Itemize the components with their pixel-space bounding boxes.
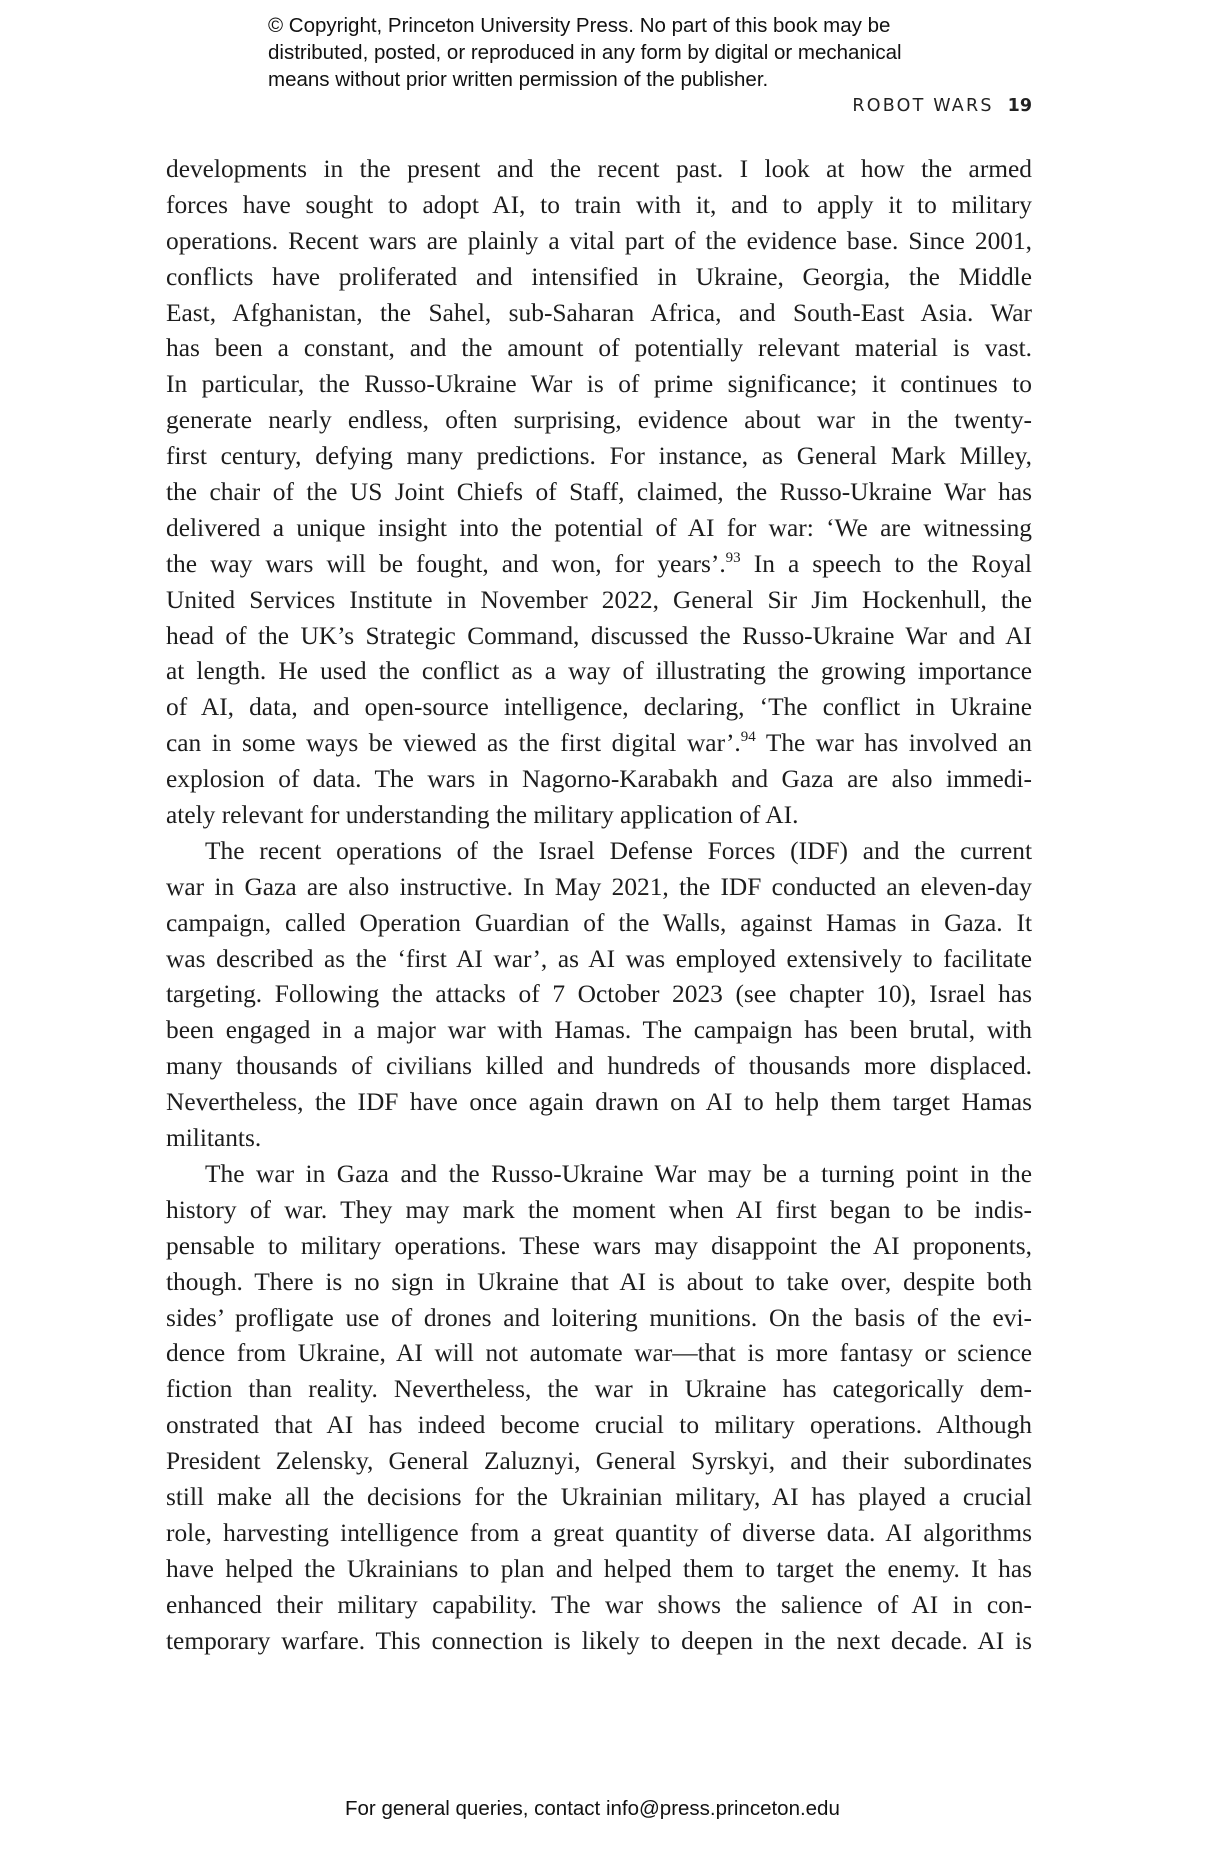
copyright-notice	[268, 12, 902, 93]
line-text: the chair of the US Joint Chiefs of Staff, claimed, the Russo-Ukraine War has	[166, 478, 1032, 507]
line-text: The recent operations of the Israel Defense Forces (IDF) and the current	[205, 836, 1032, 865]
line-text: role, harvesting intelligence from a great quantity of diverse data. AI algorithms	[166, 1518, 1032, 1547]
text-line	[166, 1193, 1032, 1229]
line-text: of AI, data, and open-source intelligence, declaring, ‘The conflict in Ukraine	[166, 693, 1032, 722]
text-line	[166, 1013, 1032, 1049]
line-text: first century, defying many predictions. For instance, as General Mark Milley,	[166, 442, 1032, 471]
line-text: targeting. Following the attacks of 7 October 2023 (see chapter 10), Israel has	[166, 980, 1032, 1009]
text-line	[166, 583, 1032, 619]
text-line	[166, 475, 1032, 511]
footnote-marker: 94	[740, 729, 756, 746]
line-text: generate nearly endless, often surprising, evidence about war in the twenty-	[166, 406, 1032, 435]
running-head	[852, 96, 1032, 116]
footer-contact: For general queries, contact info@press.princeton.edu	[345, 1797, 840, 1820]
copyright-line: © Copyright, Princeton University Press. No part of this book may be	[268, 14, 891, 37]
text-line	[166, 1157, 1032, 1193]
text-line	[166, 1265, 1032, 1301]
text-line	[166, 403, 1032, 439]
footnote-marker: 93	[725, 549, 741, 566]
text-line	[166, 367, 1032, 403]
line-text: at length. He used the conflict as a way of illustrating the growing importance	[166, 657, 1032, 686]
text-line	[166, 152, 1032, 188]
text-line	[166, 619, 1032, 655]
line-text: East, Afghanistan, the Sahel, sub-Saharan Africa, and South-East Asia. War	[166, 298, 1032, 327]
line-text: The war has involved an	[755, 729, 1033, 758]
text-line	[166, 224, 1032, 260]
line-text: temporary warfare. This connection is likely to deepen in the next decade. AI is	[166, 1626, 1032, 1655]
line-text: though. There is no sign in Ukraine that AI is about to take over, despite both	[166, 1267, 1032, 1296]
line-text: onstrated that AI has indeed become crucial to military operations. Although	[166, 1411, 1032, 1440]
line-text: have helped the Ukrainians to plan and helped them to target the enemy. It has	[166, 1554, 1032, 1583]
text-line	[166, 1588, 1032, 1624]
text-line	[166, 1516, 1032, 1552]
text-line	[166, 977, 1032, 1013]
line-text: can in some ways be viewed as the first digital war’.	[166, 729, 741, 758]
line-text: history of war. They may mark the moment when AI first began to be indis-	[166, 1195, 1032, 1224]
text-line	[166, 260, 1032, 296]
line-text: In a speech to the Royal	[740, 549, 1032, 578]
body-text	[166, 152, 1032, 1659]
text-line	[166, 870, 1032, 906]
line-text: dence from Ukraine, AI will not automate war—that is more fantasy or science	[166, 1339, 1032, 1368]
text-line	[166, 331, 1032, 367]
text-line	[166, 1552, 1032, 1588]
line-text: was described as the ‘first AI war’, as AI was employed extensively to facilitate	[166, 944, 1032, 973]
text-line	[166, 1049, 1032, 1085]
line-text: developments in the present and the recent past. I look at how the armed	[166, 155, 1032, 183]
line-text: sides’ profligate use of drones and loitering munitions. On the basis of the evi-	[166, 1303, 1032, 1332]
line-text: operations. Recent wars are plainly a vital part of the evidence base. Since 2001,	[166, 226, 1032, 255]
text-line	[166, 296, 1032, 332]
line-text: pensable to military operations. These wars may disappoint the AI proponents,	[166, 1231, 1032, 1260]
line-text: still make all the decisions for the Ukrainian military, AI has played a crucial	[166, 1482, 1032, 1511]
text-line	[166, 798, 1032, 834]
text-line	[166, 1121, 1032, 1157]
line-text: United Services Institute in November 2022, General Sir Jim Hockenhull, the	[166, 585, 1032, 614]
line-text: many thousands of civilians killed and hundreds of thousands more displaced.	[166, 1052, 1032, 1081]
text-line	[166, 1444, 1032, 1480]
line-text: delivered a unique insight into the potential of AI for war: ‘We are witnessing	[166, 513, 1032, 542]
text-line	[166, 188, 1032, 224]
copyright-line: distributed, posted, or reproduced in any form by digital or mechanical	[268, 41, 902, 64]
line-text: militants.	[166, 1124, 262, 1153]
text-line	[166, 1085, 1032, 1121]
line-text: Nevertheless, the IDF have once again drawn on AI to help them target Hamas	[166, 1088, 1032, 1117]
line-text: In particular, the Russo-Ukraine War is of prime significance; it continues to	[166, 370, 1032, 399]
line-text: head of the UK’s Strategic Command, discussed the Russo-Ukraine War and AI	[166, 621, 1032, 650]
page-number: 19	[1007, 96, 1032, 116]
text-line	[166, 942, 1032, 978]
text-line	[166, 439, 1032, 475]
line-text: ately relevant for understanding the military application of AI.	[166, 801, 799, 830]
line-text: the way wars will be fought, and won, for years’.	[166, 549, 726, 578]
line-text: explosion of data. The wars in Nagorno-Karabakh and Gaza are also immedi-	[166, 765, 1032, 794]
line-text: been engaged in a major war with Hamas. The campaign has been brutal, with	[166, 1016, 1032, 1045]
line-text: war in Gaza are also instructive. In May 2021, the IDF conducted an eleven-day	[166, 872, 1032, 901]
line-text: campaign, called Operation Guardian of the Walls, against Hamas in Gaza. It	[166, 908, 1032, 937]
text-line	[166, 834, 1032, 870]
line-text: forces have sought to adopt AI, to train with it, and to apply it to military	[166, 190, 1032, 219]
text-line	[166, 1408, 1032, 1444]
text-line	[166, 547, 1032, 583]
text-line	[166, 511, 1032, 547]
line-text: conflicts have proliferated and intensified in Ukraine, Georgia, the Middle	[166, 262, 1032, 291]
text-line	[166, 762, 1032, 798]
copyright-line: means without prior written permission of the publisher.	[268, 68, 769, 91]
text-line	[166, 690, 1032, 726]
running-head-title: ROBOT WARS	[852, 96, 994, 116]
text-line	[166, 726, 1032, 762]
line-text: has been a constant, and the amount of potentially relevant material is vast.	[166, 334, 1032, 363]
text-line	[166, 1480, 1032, 1516]
text-line	[166, 1229, 1032, 1265]
text-line	[166, 1372, 1032, 1408]
line-text: The war in Gaza and the Russo-Ukraine War may be a turning point in the	[205, 1159, 1032, 1188]
text-line	[166, 1301, 1032, 1337]
line-text: President Zelensky, General Zaluznyi, General Syrskyi, and their subordinates	[166, 1447, 1032, 1476]
line-text: enhanced their military capability. The war shows the salience of AI in con-	[166, 1590, 1032, 1619]
text-line	[166, 906, 1032, 942]
text-line	[166, 1624, 1032, 1660]
text-line	[166, 654, 1032, 690]
text-line	[166, 1336, 1032, 1372]
line-text: fiction than reality. Nevertheless, the war in Ukraine has categorically dem-	[166, 1375, 1032, 1404]
